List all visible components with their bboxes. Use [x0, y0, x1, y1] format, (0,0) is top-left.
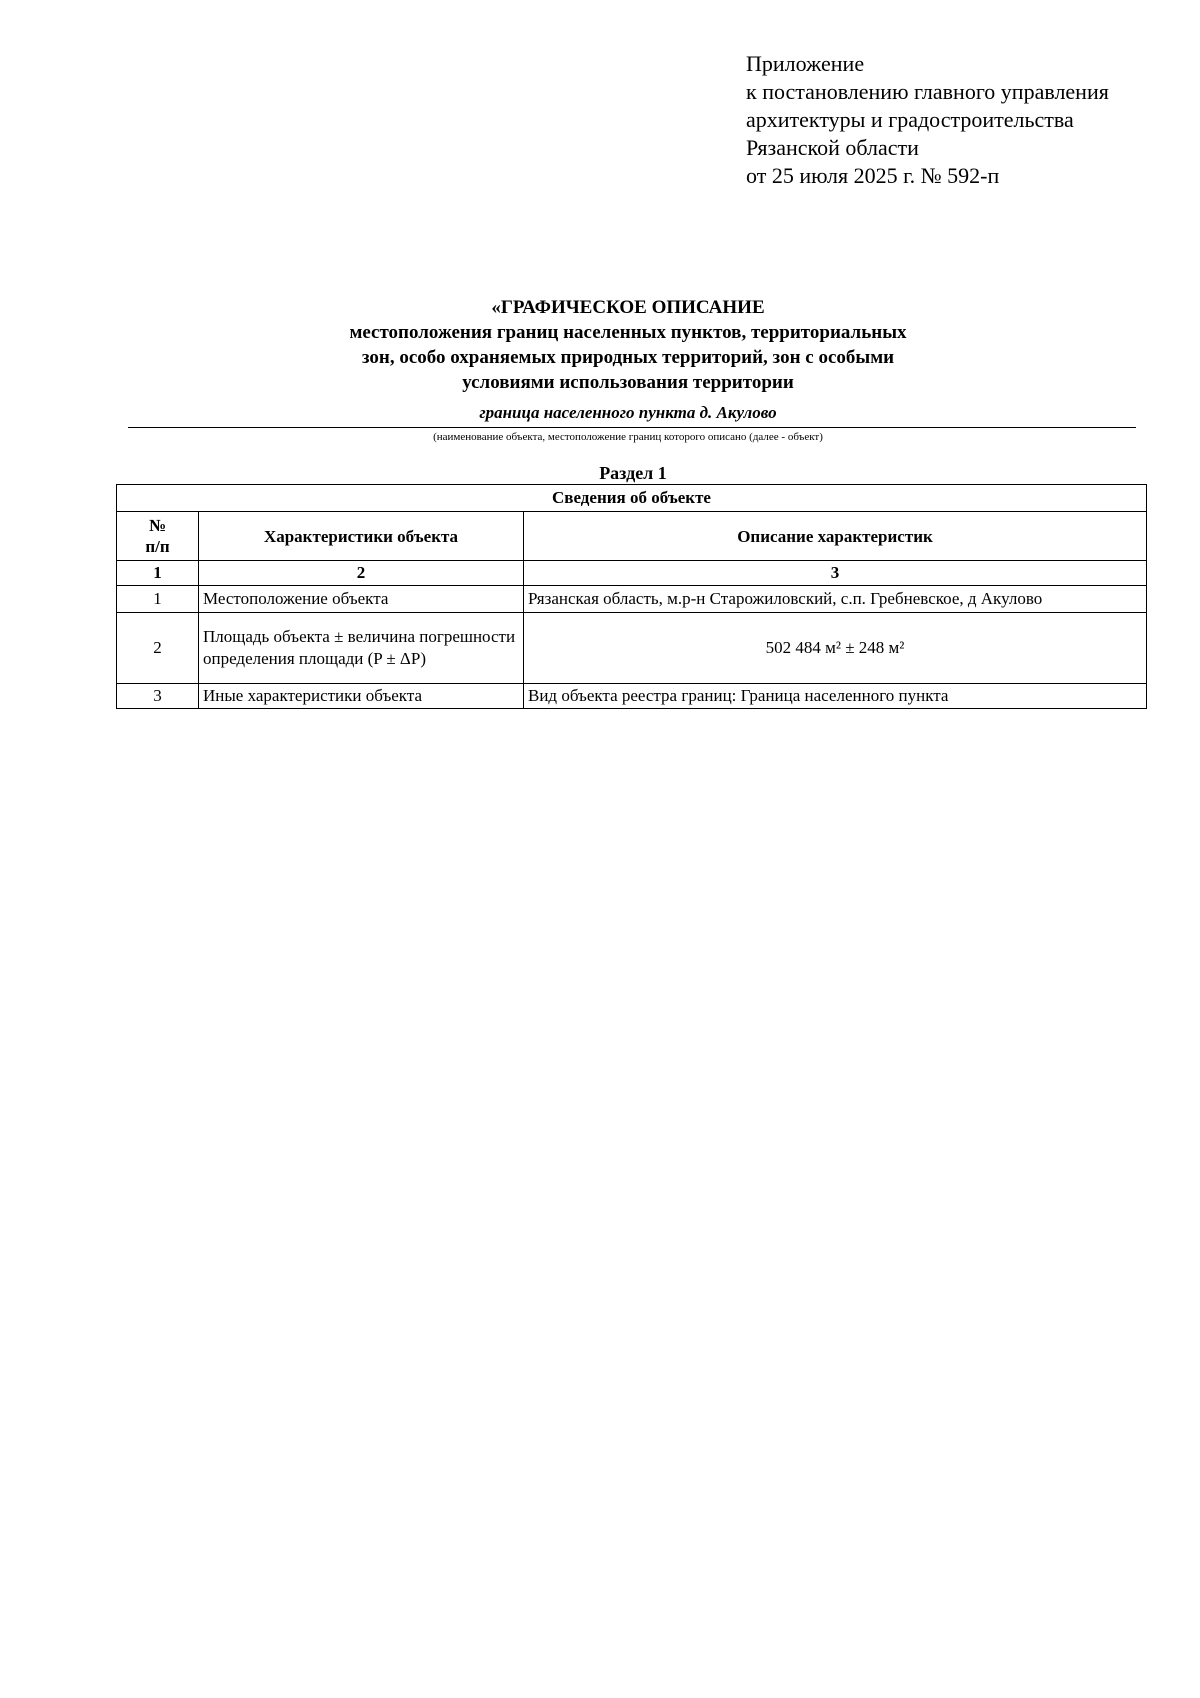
row-characteristic: Местоположение объекта	[199, 586, 524, 613]
title-line: условиями использования территории	[462, 372, 794, 393]
object-info-table	[116, 484, 1147, 709]
appendix-line: к постановлению главного управления	[746, 79, 1109, 104]
column-index: 1	[117, 561, 199, 586]
row-characteristic: Иные характеристики объекта	[199, 684, 524, 709]
row-num: 1	[117, 586, 199, 613]
table-caption-row	[117, 485, 1147, 512]
appendix-line: Приложение	[746, 51, 865, 76]
table-index-row	[117, 561, 1147, 586]
row-value: 502 484 м² ± 248 м²	[524, 613, 1147, 684]
column-index: 2	[199, 561, 524, 586]
header-num-line1: №	[148, 516, 167, 535]
table-row	[117, 684, 1147, 709]
row-value: Вид объекта реестра границ: Граница населенного пункта	[524, 684, 1147, 709]
row-num: 2	[117, 613, 199, 684]
appendix-header	[746, 50, 1109, 190]
object-name-underline	[128, 427, 1136, 428]
document-title	[118, 295, 1138, 395]
header-num	[117, 512, 199, 561]
appendix-line: архитектуры и градостроительства	[746, 107, 1074, 132]
row-characteristic: Площадь объекта ± величина погрешности определения площади (P ± ΔP)	[199, 613, 524, 684]
header-description: Описание характеристик	[524, 512, 1147, 561]
object-name: граница населенного пункта д. Акулово	[479, 403, 777, 422]
appendix-line: Рязанской области	[746, 135, 919, 160]
table-row	[117, 613, 1147, 684]
title-line: местоположения границ населенных пунктов, территориальных	[349, 322, 907, 343]
table-caption: Сведения об объекте	[117, 485, 1147, 512]
title-line: «ГРАФИЧЕСКОЕ ОПИСАНИЕ	[491, 297, 765, 318]
table-header-row	[117, 512, 1147, 561]
section-title: Раздел 1	[599, 463, 667, 483]
appendix-line: от 25 июля 2025 г. № 592-п	[746, 163, 1000, 188]
table-row	[117, 586, 1147, 613]
row-num: 3	[117, 684, 199, 709]
object-name-caption: (наименование объекта, местоположение границ которого описано (далее - объект)	[433, 431, 823, 443]
header-num-line2: п/п	[145, 537, 170, 556]
title-line: зон, особо охраняемых природных территорий, зон с особыми	[361, 347, 895, 368]
column-index: 3	[524, 561, 1147, 586]
header-characteristics: Характеристики объекта	[199, 512, 524, 561]
row-value: Рязанская область, м.р-н Старожиловский, с.п. Гребневское, д Акулово	[524, 586, 1147, 613]
